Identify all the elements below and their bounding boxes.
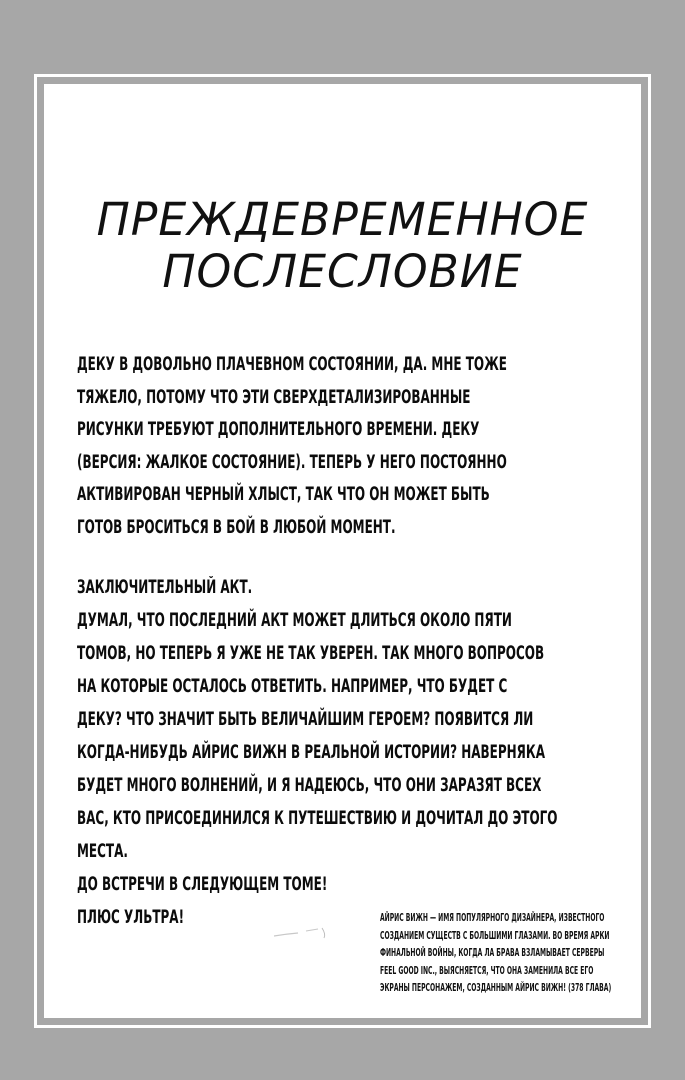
- text-line: ДЕКУ? ЧТО ЗНАЧИТ БЫТЬ ВЕЛИЧАЙШИМ ГЕРОЕМ? ПОЯВИТСЯ ЛИ: [77, 709, 534, 730]
- text-line: ЗАКЛЮЧИТЕЛЬНЫЙ АКТ.: [77, 577, 253, 598]
- page-title: [50, 194, 635, 298]
- afterword-page: [44, 84, 641, 1018]
- footnote-line: СОЗДАНИЕМ СУЩЕСТВ С БОЛЬШИМИ ГЛАЗАМИ. ВО ВРЕМЯ АРКИ: [380, 930, 610, 942]
- text-line: РИСУНКИ ТРЕБУЮТ ДОПОЛНИТЕЛЬНОГО ВРЕМЕНИ. ДЕКУ: [77, 419, 480, 440]
- footnote-line: ФИНАЛЬНОЙ ВОЙНЫ, КОГДА ЛА БРАВА ВЗЛАМЫВАЕТ СЕРВЕРЫ: [380, 948, 605, 959]
- paragraph-final-act: [77, 571, 581, 934]
- text-line: ТЯЖЕЛО, ПОТОМУ ЧТО ЭТИ СВЕРХДЕТАЛИЗИРОВАННЫЕ: [77, 386, 471, 408]
- text-line: КОГДА-НИБУДЬ АЙРИС ВИЖН В РЕАЛЬНОЙ ИСТОРИИ? НАВЕРНЯКА: [77, 742, 545, 763]
- footnote-line: АЙРИС ВИЖН — ИМЯ ПОПУЛЯРНОГО ДИЗАЙНЕРА, ИЗВЕСТНОГО: [380, 913, 605, 924]
- title-line-2: ПОСЛЕСЛОВИЕ: [162, 245, 523, 298]
- text-line: ДУМАЛ, ЧТО ПОСЛЕДНИЙ АКТ МОЖЕТ ДЛИТЬСЯ ОКОЛО ПЯТИ: [77, 610, 512, 631]
- paragraph-deku: [77, 349, 545, 544]
- footnote-line: FEEL GOOD INC., ВЫЯСНЯЕТСЯ, ЧТО ОНА ЗАМЕНИЛА ВСЕ ЕГО: [380, 965, 594, 977]
- text-line: БУДЕТ МНОГО ВОЛНЕНИЙ, И Я НАДЕЮСЬ, ЧТО ОНИ ЗАРАЗЯТ ВСЕХ: [77, 775, 542, 796]
- text-line: НА КОТОРЫЕ ОСТАЛОСЬ ОТВЕТИТЬ. НАПРИМЕР, ЧТО БУДЕТ С: [77, 676, 508, 697]
- pencil-scribble: [272, 922, 332, 942]
- footnote-iris-vision: [380, 910, 611, 998]
- text-line: ВАС, КТО ПРИСОЕДИНИЛСЯ К ПУТЕШЕСТВИЮ И ДОЧИТАЛ ДО ЭТОГО: [77, 808, 558, 829]
- text-line: ТОМОВ, НО ТЕПЕРЬ Я УЖЕ НЕ ТАК УВЕРЕН. ТАК МНОГО ВОПРОСОВ: [77, 643, 545, 664]
- text-line: ДЕКУ В ДОВОЛЬНО ПЛАЧЕВНОМ СОСТОЯНИИ, ДА. МНЕ ТОЖЕ: [77, 354, 507, 375]
- title-line-1: ПРЕЖДЕВРЕМЕННОЕ: [96, 193, 589, 246]
- text-line: АКТИВИРОВАН ЧЕРНЫЙ ХЛЫСТ, ТАК ЧТО ОН МОЖЕТ БЫТЬ: [77, 484, 490, 505]
- text-line: ДО ВСТРЕЧИ В СЛЕДУЮЩЕМ ТОМЕ!: [77, 874, 328, 895]
- footnote-line: ЭКРАНЫ ПЕРСОНАЖЕМ, СОЗДАННЫМ АЙРИС ВИЖН! (378 ГЛАВА): [380, 983, 612, 994]
- text-line: (ВЕРСИЯ: ЖАЛКОЕ СОСТОЯНИЕ). ТЕПЕРЬ У НЕГО ПОСТОЯННО: [77, 451, 507, 473]
- text-line: МЕСТА.: [77, 841, 128, 862]
- text-line: ГОТОВ БРОСИТЬСЯ В БОЙ В ЛЮБОЙ МОМЕНТ.: [77, 516, 396, 538]
- text-line: ПЛЮС УЛЬТРА!: [77, 907, 185, 928]
